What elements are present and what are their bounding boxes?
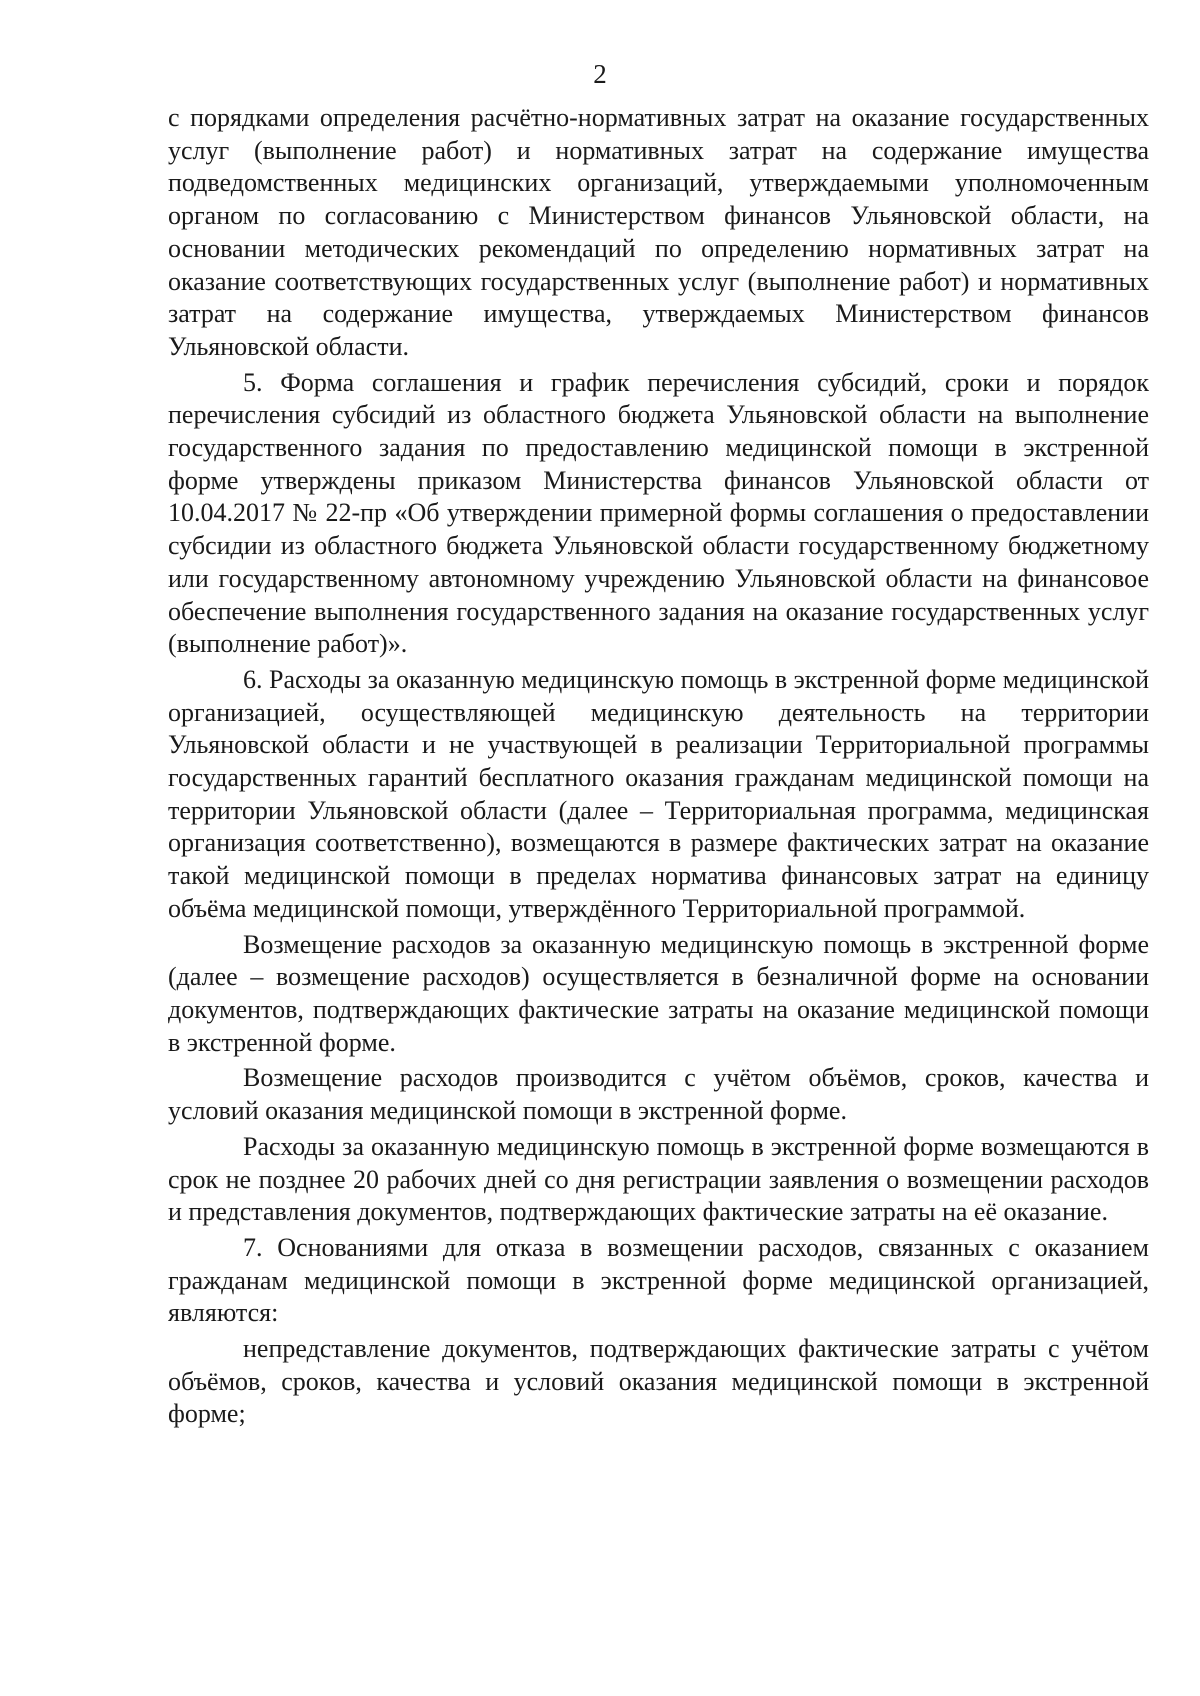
page-number: 2	[593, 59, 607, 89]
paragraph-item-7: 7. Основаниями для отказа в возмещении расходов, связанных с оказанием гражданам медицинской помощи в экстренной форме медицинской организацией, являются:	[168, 1232, 1149, 1328]
paragraph-reimbursement-conditions: Возмещение расходов производится с учётом объёмов, сроков, качества и условий оказания медицинской помощи в экстренной форме.	[168, 1063, 1149, 1126]
document-body	[168, 102, 1149, 1431]
paragraph-continuation: с порядками определения расчётно-нормативных затрат на оказание государственных услуг (выполнение работ) и нормативных затрат на содержание имущества подведомственных медицинских организаций, утверждаемыми уполномоченным органом по согласованию с Министерством финансов Ульяновской области, на основании методических рекомендаций по определению нормативных затрат на оказание соответствующих государственных услуг (выполнение работ) и нормативных затрат на содержание имущества, утверждаемых Министерством финансов Ульяновской области.	[168, 103, 1149, 361]
paragraph-reimbursement-form: Возмещение расходов за оказанную медицинскую помощь в экстренной форме (далее – возмещение расходов) осуществляется в безналичной форме на основании документов, подтверждающих фактические затраты на оказание медицинской помощи в экстренной форме.	[168, 929, 1149, 1057]
paragraph-refusal-ground: непредставление документов, подтверждающих фактические затраты с учётом объёмов, сроков, качества и условий оказания медицинской помощи в экстренной форме;	[168, 1334, 1149, 1429]
paragraph-reimbursement-deadline: Расходы за оказанную медицинскую помощь в экстренной форме возмещаются в срок не позднее 20 рабочих дней со дня регистрации заявления о возмещении расходов и представления документов, подтверждающих фактические затраты на её оказание.	[168, 1131, 1149, 1227]
paragraph-item-5: 5. Форма соглашения и график перечисления субсидий, сроки и порядок перечисления субсидий из областного бюджета Ульяновской области на выполнение государственного задания по предоставлению медицинской помощи в экстренной форме утверждены приказом Министерства финансов Ульяновской области от 10.04.2017 № 22-пр «Об утверждении примерной формы соглашения о предоставлении субсидии из областного бюджета Ульяновской области государственному бюджетному или государственному автономному учреждению Ульяновской области на финансовое обеспечение выполнения государственного задания на оказание государственных услуг (выполнение работ)».	[168, 367, 1149, 659]
paragraph-item-6: 6. Расходы за оказанную медицинскую помощь в экстренной форме медицинской организацией, осуществляющей медицинскую деятельность на территории Ульяновской области и не участвующей в реализации Территориальной программы государственных гарантий бесплатного оказания гражданам медицинской помощи на территории Ульяновской области (далее – Территориальная программа, медицинская организация соответственно), возмещаются в размере фактических затрат на оказание такой медицинской помощи в пределах норматива финансовых затрат на единицу объёма медицинской помощи, утверждённого Территориальной программой.	[168, 664, 1149, 923]
